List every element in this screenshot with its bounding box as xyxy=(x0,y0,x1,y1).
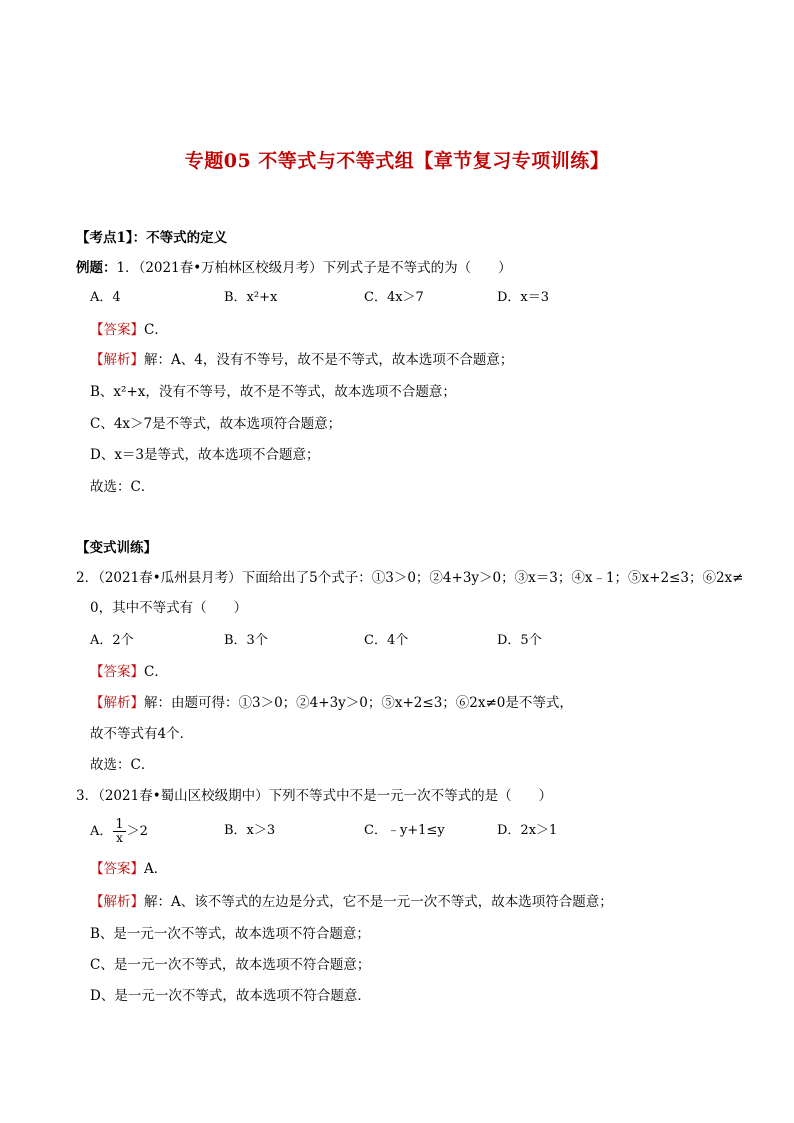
q3-analysis-line-1 xyxy=(90,892,613,912)
q1-answer xyxy=(90,320,168,340)
answer-label: 【答案】 xyxy=(90,664,144,680)
answer-value: C． xyxy=(144,664,168,680)
analysis-text: 解：A、该不等式的左边是分式，它不是一元一次不等式，故本选项符合题意； xyxy=(144,894,613,910)
q1-option-b: B．x²+x xyxy=(224,290,278,305)
q3-analysis-line-3: C、是一元一次不等式，故本选项不符合题意； xyxy=(90,957,371,973)
q3-analysis-line-2: B、是一元一次不等式，故本选项不符合题意； xyxy=(90,926,370,942)
question-2-stem-line-2: 0，其中不等式有（ ） xyxy=(90,600,248,616)
q3-analysis-line-4: D、是一元一次不等式，故本选项不符合题意． xyxy=(90,988,371,1004)
q1-analysis-line-1 xyxy=(90,350,513,370)
q2-analysis-line-2: 故不等式有4个． xyxy=(90,726,194,742)
q3-option-c: C．﹣y+1≤y xyxy=(364,823,445,838)
q1-option-d: D．x＝3 xyxy=(497,290,550,305)
answer-label: 【答案】 xyxy=(90,861,144,877)
q1-option-c: C．4x＞7 xyxy=(364,290,424,305)
analysis-text: 解：A、4，没有不等号，故不是不等式，故本选项不合题意； xyxy=(144,352,514,368)
q2-option-c: C．4个 xyxy=(364,633,409,648)
q3-option-b: B．x＞3 xyxy=(224,823,276,838)
q2-analysis-line-3: 故选：C． xyxy=(90,757,155,773)
analysis-label: 【解析】 xyxy=(90,352,144,368)
q1-option-a: A．4 xyxy=(90,290,121,305)
question-1-text: 1．（2021春•万柏林区校级月考）下列式子是不等式的为（ ） xyxy=(116,260,512,276)
answer-value: C． xyxy=(144,322,168,338)
q3-answer xyxy=(90,859,167,879)
fraction-numerator: 1 xyxy=(115,817,124,832)
answer-label: 【答案】 xyxy=(90,322,144,338)
question-1-stem xyxy=(76,258,512,278)
q2-analysis-line-1 xyxy=(90,693,573,713)
question-2-stem-line-1: 2．（2021春•瓜州县月考）下面给出了5个式子：①3＞0；②4+3y＞0；③x＝3；④x﹣1；⑤x+2≤3；⑥2x≠ xyxy=(76,570,744,586)
option-label: A． xyxy=(90,824,113,839)
answer-value: A． xyxy=(144,861,168,877)
q1-analysis-line-5: 故选：C． xyxy=(90,479,155,495)
q2-answer xyxy=(90,662,168,682)
fraction xyxy=(113,818,125,845)
page-title: 专题05 不等式与不等式组【章节复习专项训练】 xyxy=(184,150,610,172)
analysis-text: 解：由题可得：①3＞0；②4+3y＞0；⑤x+2≤3；⑥2x≠0是不等式， xyxy=(144,695,573,711)
option-rest: ＞2 xyxy=(126,824,148,839)
section-heading-2: 【变式训练】 xyxy=(76,540,157,556)
section-name: ：不等式的定义 xyxy=(132,230,228,246)
q3-option-d: D．2x＞1 xyxy=(497,823,558,838)
analysis-label: 【解析】 xyxy=(90,695,144,711)
section-heading-1 xyxy=(76,228,227,248)
q2-option-a: A．2个 xyxy=(90,633,134,648)
fraction-denominator: x xyxy=(116,831,123,845)
section-label: 【考点1】 xyxy=(76,230,133,246)
q2-option-b: B．3个 xyxy=(224,633,268,648)
q1-analysis-line-4: D、x＝3是等式，故本选项不合题意； xyxy=(90,447,320,463)
q3-option-a xyxy=(90,818,148,845)
q1-analysis-line-2: B、x²+x，没有不等号，故不是不等式，故本选项不合题意； xyxy=(90,384,456,400)
analysis-label: 【解析】 xyxy=(90,894,144,910)
example-prefix: 例题： xyxy=(76,260,117,276)
question-3-stem: 3．（2021春•蜀山区校级期中）下列不等式中不是一元一次不等式的是（ ） xyxy=(76,788,553,804)
q2-option-d: D．5个 xyxy=(497,633,542,648)
q1-analysis-line-3: C、4x＞7是不等式，故本选项符合题意； xyxy=(90,416,342,432)
